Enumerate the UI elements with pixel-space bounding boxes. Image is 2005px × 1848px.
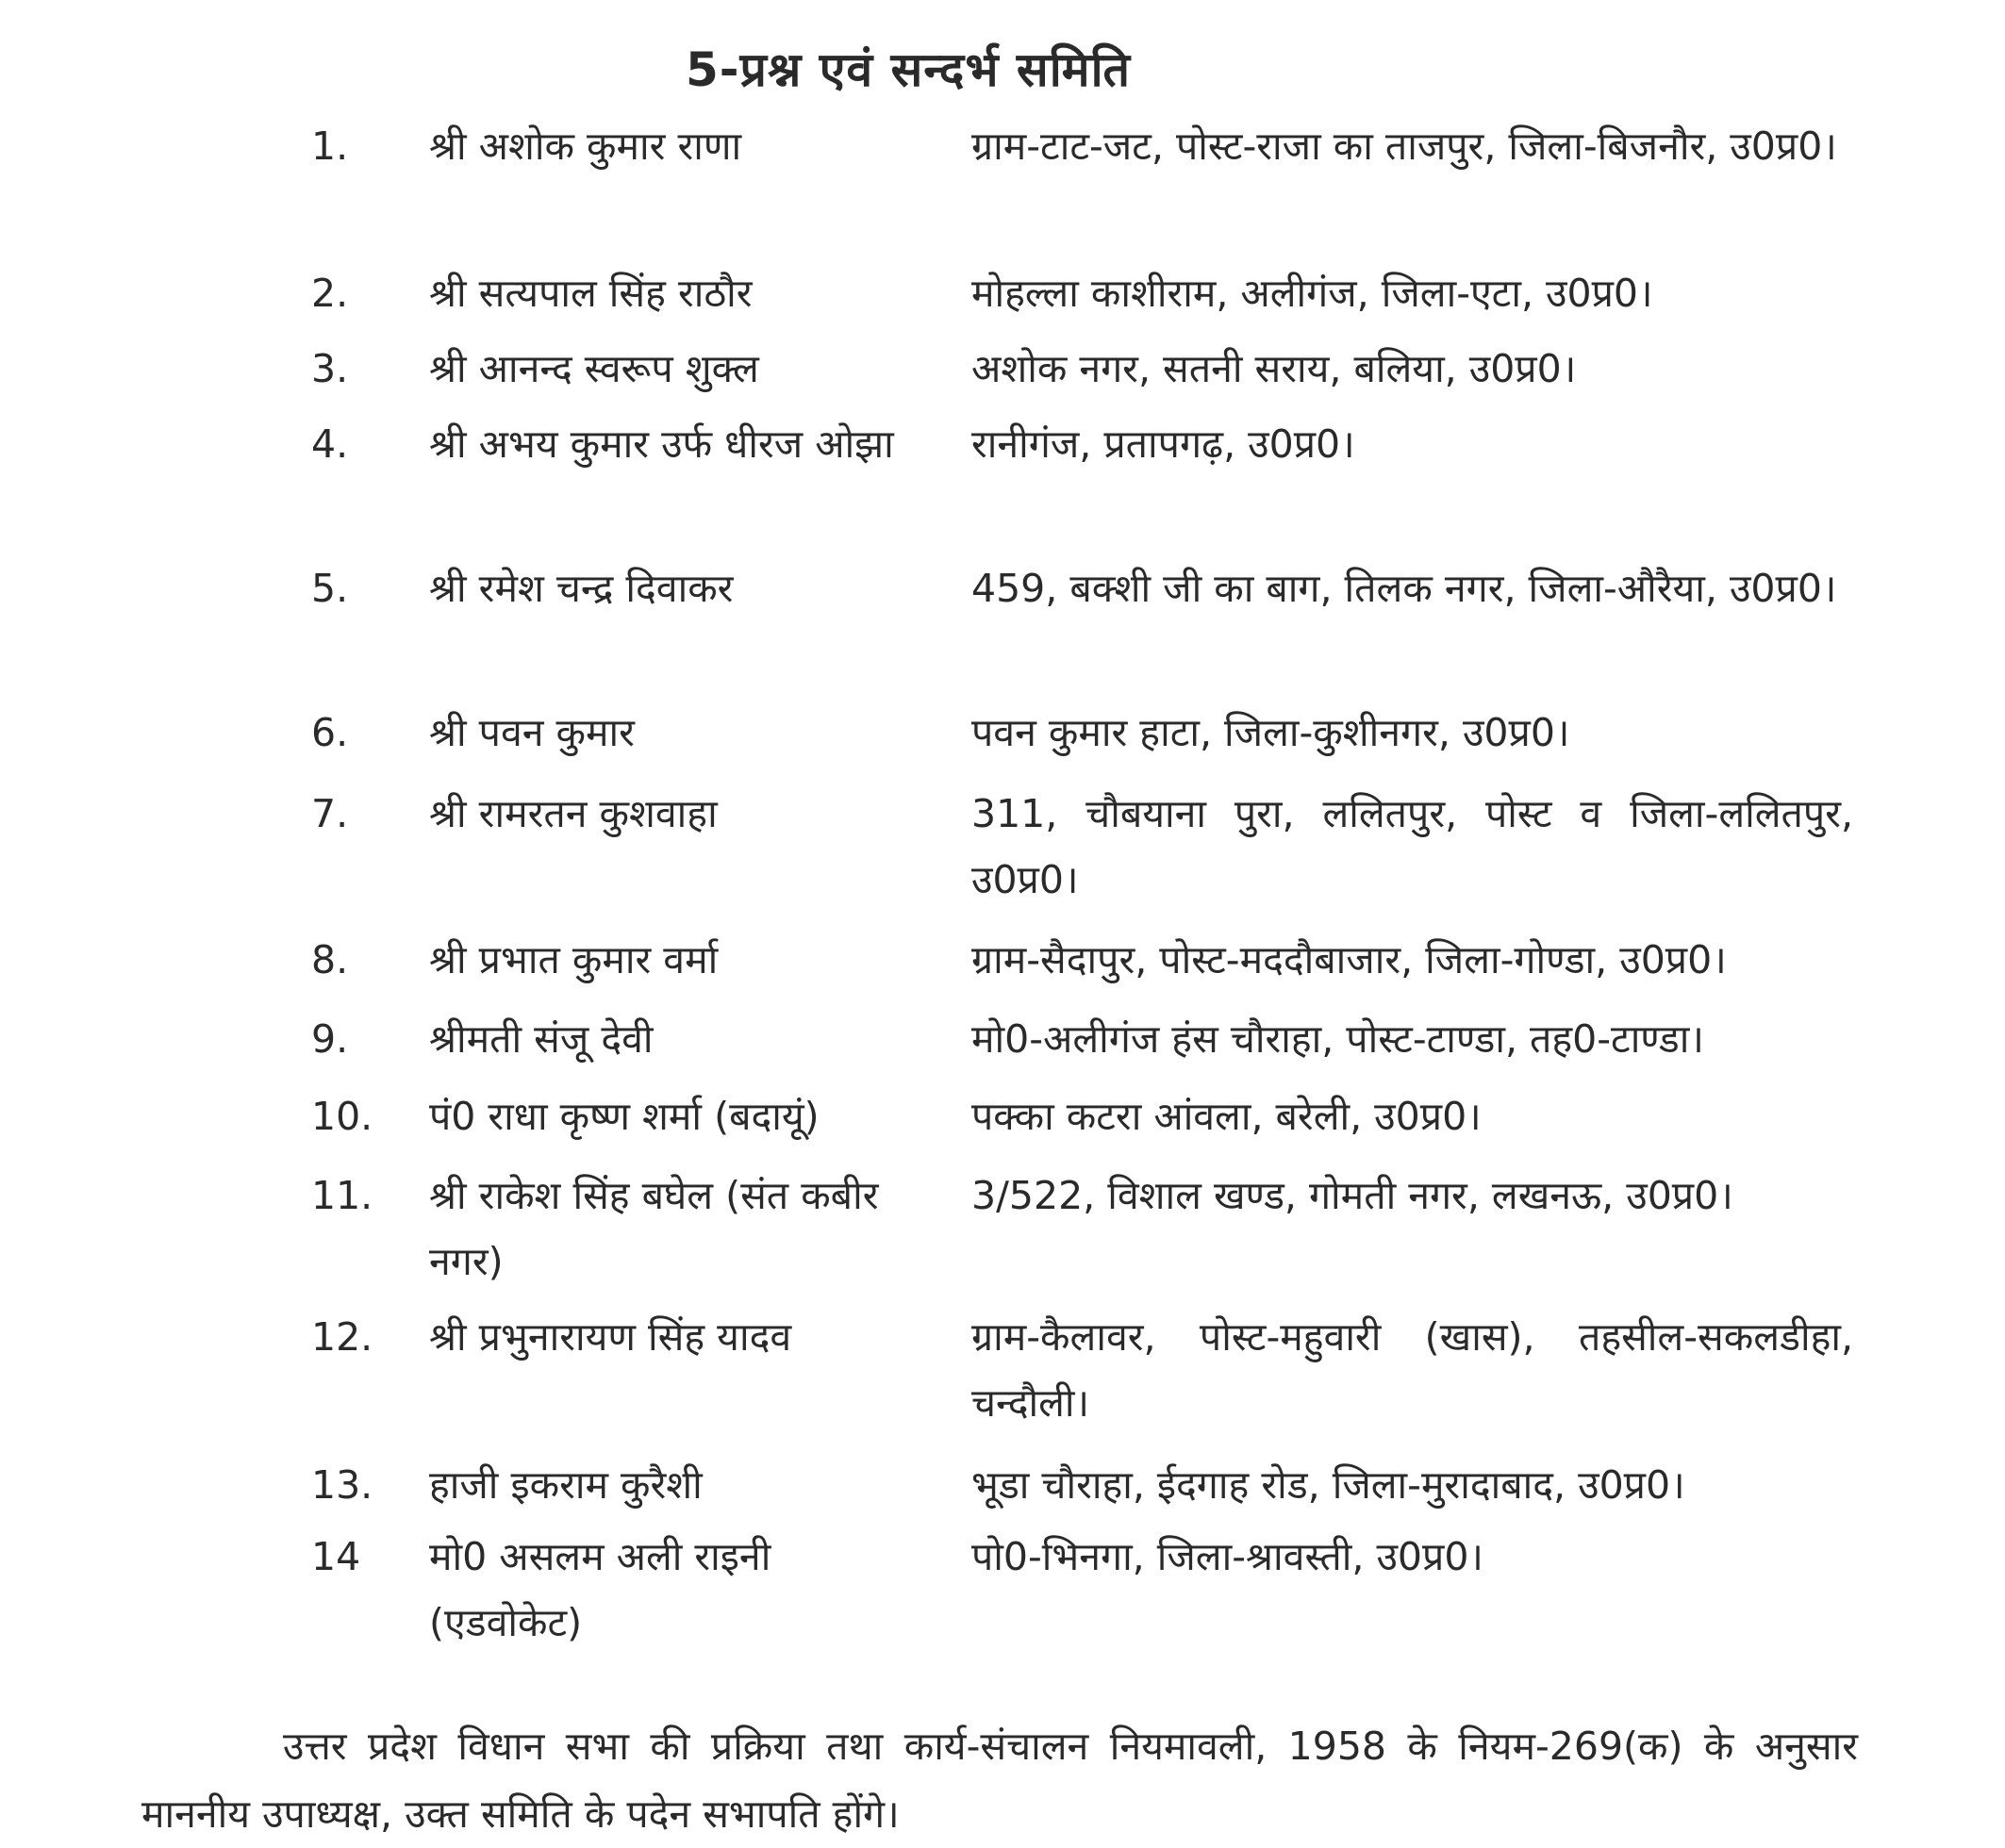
member-name: श्री सत्यपाल सिंह राठौर <box>429 271 753 316</box>
list-item <box>311 1524 1858 1665</box>
serial-number: 1. <box>311 124 349 169</box>
serial-number: 12. <box>311 1314 373 1360</box>
member-address: अशोक नगर, सतनी सराय, बलिया, उ0प्र0। <box>971 346 1577 391</box>
serial-number: 13. <box>311 1462 373 1508</box>
member-name: श्री पवन कुमार <box>429 710 635 755</box>
serial-number: 9. <box>311 1016 349 1062</box>
list-item <box>311 260 1858 336</box>
list-item <box>311 781 1858 927</box>
serial-number: 10. <box>311 1094 373 1139</box>
serial-number: 4. <box>311 421 349 467</box>
member-name: श्री राकेश सिंह बघेल (संत कबीर नगर) <box>429 1173 879 1284</box>
member-address: पवन कुमार हाटा, जिला-कुशीनगर, उ0प्र0। <box>971 710 1570 755</box>
member-name: श्री रामरतन कुशवाहा <box>429 791 718 836</box>
member-address: 311, चौबयाना पुरा, ललितपुर, पोस्ट व जिला-ललितपुर, उ0प्र0। <box>971 791 1853 902</box>
member-name: श्री रमेश चन्द्र दिवाकर <box>429 566 734 611</box>
member-address: मो0-अलीगंज हंस चौराहा, पोस्ट-टाण्डा, तह0-टाण्डा। <box>971 1016 1704 1062</box>
list-item <box>311 927 1858 1006</box>
page-title: 5-प्रश्न एवं सन्दर्भ समिति <box>685 42 1132 97</box>
member-address: पक्का कटरा आंवला, बरेली, उ0प्र0। <box>971 1094 1482 1139</box>
member-address: रानीगंज, प्रतापगढ़, उ0प्र0। <box>971 421 1355 467</box>
list-item <box>311 1163 1858 1304</box>
list-item <box>311 700 1858 781</box>
serial-number: 11. <box>311 1173 373 1218</box>
member-list <box>311 113 1858 1665</box>
serial-number: 7. <box>311 791 349 836</box>
member-address: मोहल्ला काशीराम, अलीगंज, जिला-एटा, उ0प्र0। <box>971 271 1653 316</box>
member-name: श्री प्रभात कुमार वर्मा <box>429 937 719 982</box>
serial-number: 3. <box>311 346 349 391</box>
list-item <box>311 1083 1858 1163</box>
member-address: ग्राम-कैलावर, पोस्ट-महुवारी (खास), तहसील-सकलडीहा, चन्दौली। <box>971 1314 1853 1426</box>
list-item <box>311 411 1858 555</box>
list-item <box>311 113 1858 260</box>
member-name: श्री अशोक कुमार राणा <box>429 124 742 169</box>
serial-number: 14 <box>311 1534 361 1579</box>
serial-number: 6. <box>311 710 349 755</box>
list-item <box>311 1452 1858 1524</box>
list-item <box>311 336 1858 411</box>
serial-number: 2. <box>311 271 349 316</box>
list-item <box>311 555 1858 700</box>
serial-number: 5. <box>311 566 349 611</box>
member-address: 3/522, विशाल खण्ड, गोमती नगर, लखनऊ, उ0प्र0। <box>971 1173 1733 1218</box>
member-address: ग्राम-सैदापुर, पोस्ट-मददौबाजार, जिला-गोण्डा, उ0प्र0। <box>971 937 1727 982</box>
list-item <box>311 1006 1858 1083</box>
member-address: भूडा चौराहा, ईदगाह रोड, जिला-मुरादाबाद, उ0प्र0। <box>971 1462 1685 1508</box>
serial-number: 8. <box>311 937 349 982</box>
member-name: श्रीमती संजू देवी <box>429 1016 654 1062</box>
member-name: मो0 असलम अली राइनी (एडवोकेट) <box>429 1534 771 1645</box>
member-address: 459, बक्शी जी का बाग, तिलक नगर, जिला-औरैया, उ0प्र0। <box>971 566 1837 611</box>
member-address: पो0-भिनगा, जिला-श्रावस्ती, उ0प्र0। <box>971 1534 1483 1579</box>
member-name: पं0 राधा कृष्ण शर्मा (बदायूं) <box>429 1094 820 1139</box>
footer-paragraph: उत्तर प्रदेश विधान सभा की प्रक्रिया तथा कार्य-संचालन नियमावली, 1958 के नियम-269(क) के अनुसार माननीय उपाध्यक्ष, उक्त समिति के पदेन सभापति होंगे। <box>141 1724 1858 1837</box>
member-name: श्री अभय कुमार उर्फ धीरज ओझा <box>429 421 894 467</box>
member-address: ग्राम-टाट-जट, पोस्ट-राजा का ताजपुर, जिला-बिजनौर, उ0प्र0। <box>971 124 1837 169</box>
list-item <box>311 1304 1858 1452</box>
member-name: श्री प्रभुनारायण सिंह यादव <box>429 1314 792 1360</box>
member-name: हाजी इकराम कुरैशी <box>429 1462 703 1508</box>
member-name: श्री आनन्द स्वरूप शुक्ल <box>429 346 759 391</box>
